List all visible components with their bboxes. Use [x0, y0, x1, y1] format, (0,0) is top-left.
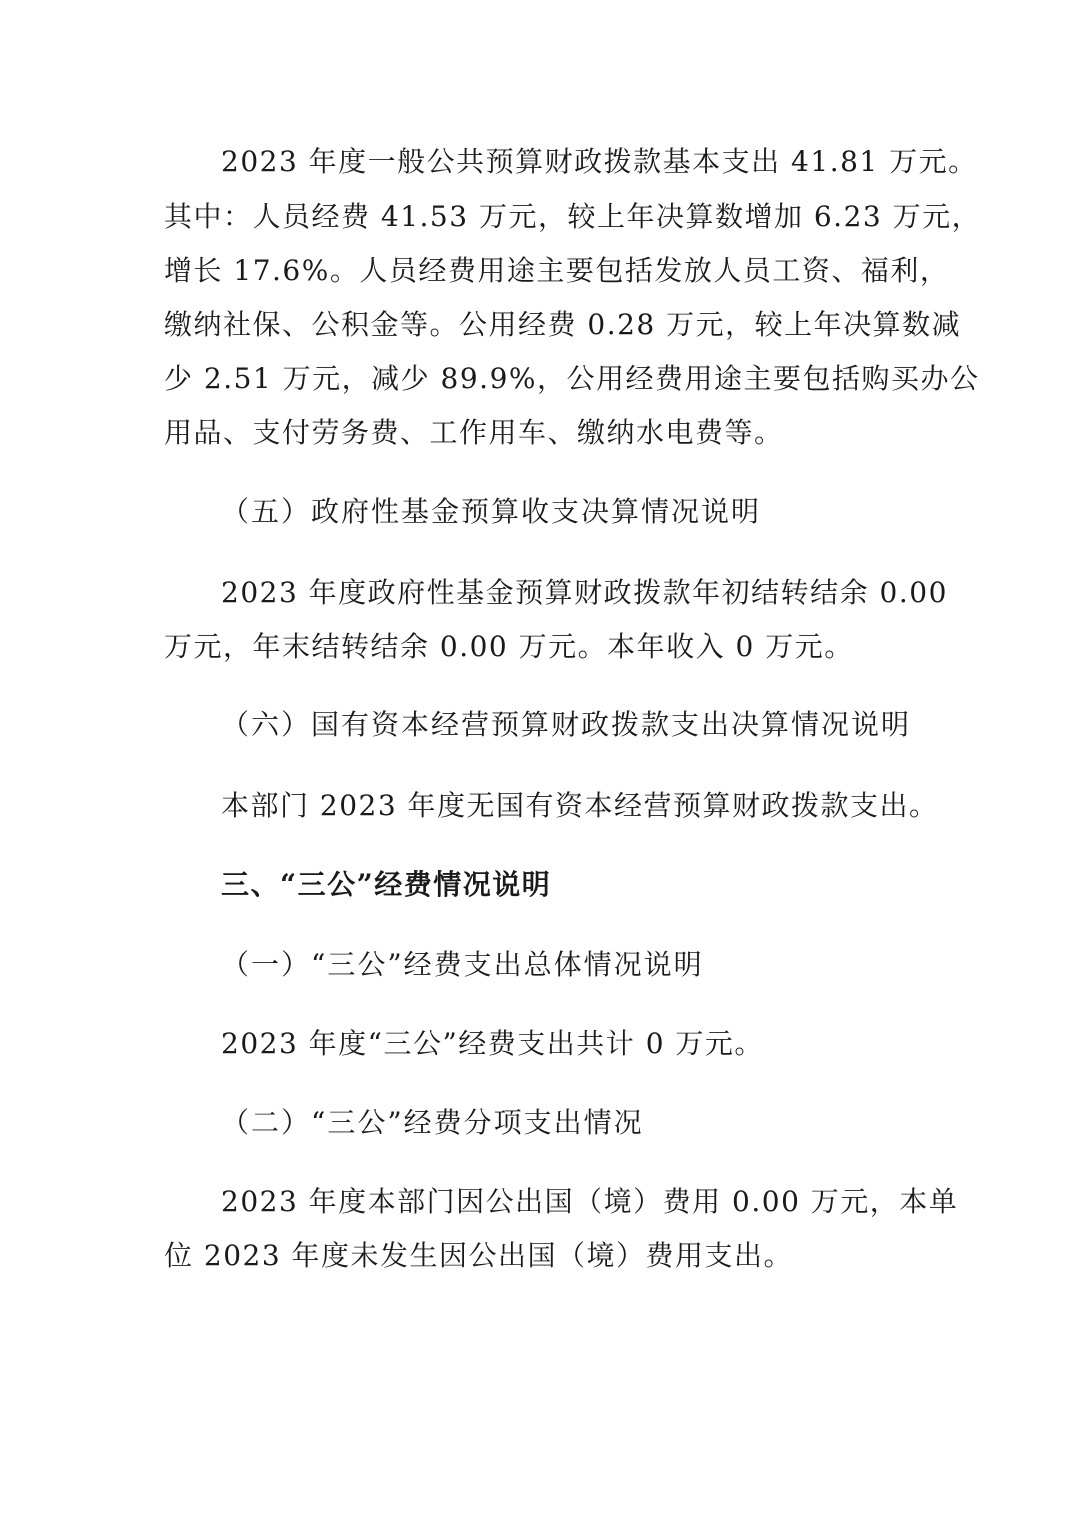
paragraph-line: 2023 年度“三公”经费支出共计 0 万元。: [221, 1027, 764, 1060]
paragraph-line: 2023 年度本部门因公出国（境）费用 0.00 万元，本单: [221, 1185, 959, 1218]
section-heading-6: （六）国有资本经营预算财政拨款支出决算情况说明: [221, 708, 912, 741]
subsection-heading-1: （一）“三公”经费支出总体情况说明: [221, 948, 704, 981]
paragraph-line: 位 2023 年度未发生因公出国（境）费用支出。: [164, 1239, 794, 1272]
paragraph-line: 用品、支付劳务费、工作用车、缴纳水电费等。: [164, 416, 784, 449]
paragraph-line: 万元，年末结转结余 0.00 万元。本年收入 0 万元。: [164, 630, 854, 663]
section-heading-5: （五）政府性基金预算收支决算情况说明: [221, 495, 762, 528]
paragraph-line: 2023 年度一般公共预算财政拨款基本支出 41.81 万元。: [221, 145, 978, 178]
paragraph-line: 缴纳社保、公积金等。公用经费 0.28 万元，较上年决算数减: [164, 308, 962, 341]
paragraph-line: 本部门 2023 年度无国有资本经营预算财政拨款支出。: [221, 789, 939, 822]
section-title-3: 三、“三公”经费情况说明: [221, 868, 552, 901]
paragraph-line: 增长 17.6%。人员经费用途主要包括发放人员工资、福利，: [164, 254, 950, 287]
subsection-heading-2: （二）“三公”经费分项支出情况: [221, 1106, 644, 1139]
paragraph-line: 2023 年度政府性基金预算财政拨款年初结转结余 0.00: [221, 576, 948, 609]
paragraph-line: 少 2.51 万元，减少 89.9%，公用经费用途主要包括购买办公: [164, 362, 980, 395]
paragraph-line: 其中：人员经费 41.53 万元，较上年决算数增加 6.23 万元，: [164, 200, 982, 233]
